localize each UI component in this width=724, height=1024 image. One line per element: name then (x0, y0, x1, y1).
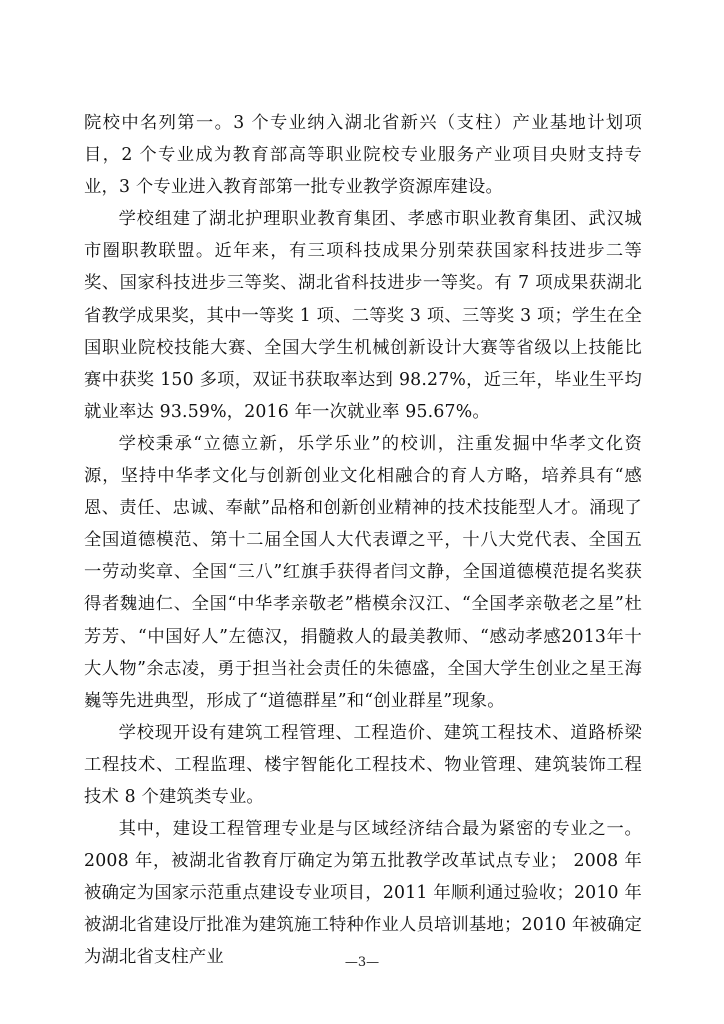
paragraph-2: 学校组建了湖北护理职业教育集团、孝感市职业教育集团、武汉城市圈职教联盟。近年来，有三项科技成果分别荣获国家科技进步二等奖、国家科技进步三等奖、湖北省科技进步一等奖。有 7 项成果获湖北省教学成果奖，其中一等奖 1 项、二等奖 3 项、三等奖 3 项；学生在全国职业院校技能大赛、全国大学生机械创新设计大赛等省级以上技能比赛中获奖 150 多项，双证书获取率达到 98.27%，近三年，毕业生平均就业率达 93.59%，2016 年一次就业率 95.67%。 (84, 209, 642, 422)
paragraph-4: 学校现开设有建筑工程管理、工程造价、建筑工程技术、道路桥梁工程技术、工程监理、楼宇智能化工程技术、物业管理、建筑装饰工程技术 8 个建筑类专业。 (84, 722, 642, 807)
paragraph-1: 院校中名列第一。3 个专业纳入湖北省新兴（支柱）产业基地计划项目，2 个专业成为教育部高等职业院校专业服务产业项目央财支持专业，3 个专业进入教育部第一批专业教学资源库建设。 (84, 113, 642, 198)
paragraph-5: 其中，建设工程管理专业是与区域经济结合最为紧密的专业之一。2008 年，被湖北省教育厅确定为第五批教学改革试点专业； 2008 年被确定为国家示范重点建设专业项目，2011 年顺利通过验收；2010 年被湖北省建设厅批准为建筑施工特种作业人员培训基地；2010 年被确定为湖北省支柱产业 (84, 819, 642, 968)
paragraph-3: 学校秉承“立德立新，乐学乐业”的校训，注重发掘中华孝文化资源，坚持中华孝文化与创新创业文化相融合的育人方略，培养具有“感恩、责任、忠诚、奉献”品格和创新创业精神的技术技能型人才。涌现了全国道德模范、第十二届全国人大代表谭之平，十八大党代表、全国五一劳动奖章、全国“三八”红旗手获得者闫文静，全国道德模范提名奖获得者魏迪仁、全国“中华孝亲敬老”楷模余汉江、“全国孝亲敬老之星”杜芳芳、“中国好人”左德汉，捐髓救人的最美教师、“感动孝感2013年十大人物”余志凌，勇于担当社会责任的朱德盛，全国大学生创业之星王海巍等先进典型，形成了“道德群星”和“创业群星”现象。 (84, 433, 642, 711)
document-body (84, 107, 642, 974)
page-number: —3— (344, 955, 380, 970)
